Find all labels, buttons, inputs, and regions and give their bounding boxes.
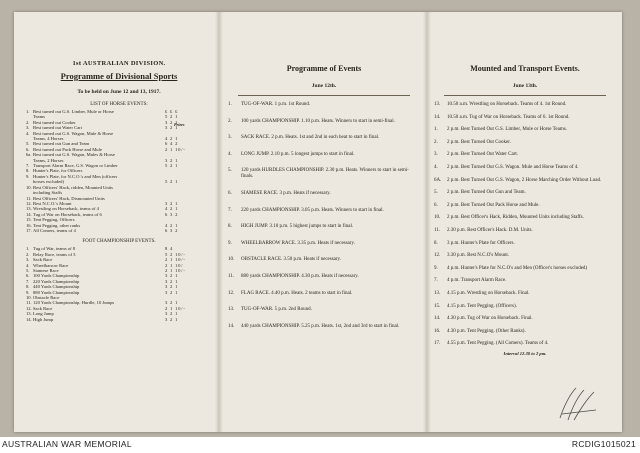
event-number: 6A. xyxy=(434,177,442,183)
event-text: Best turned out Pack Horse and Mule xyxy=(33,146,102,152)
divider xyxy=(238,95,410,96)
event-text: 4.55 p.m. Tent Pegging. (All Comers). Teams of 4. xyxy=(447,341,549,347)
event-prize: 4 2 1 xyxy=(165,222,179,228)
event-number: 17. xyxy=(434,341,441,347)
programme-of-events-title: Programme of Events xyxy=(286,64,362,73)
event-number: 13. xyxy=(434,102,441,107)
event-number: 3. xyxy=(26,125,30,131)
event-prize: 6 3 2 xyxy=(165,227,179,233)
event-text: 3.30 p.m. Best N.C.O's Mount. xyxy=(447,253,510,259)
event-number: 1. xyxy=(26,109,30,114)
event-text: LONG JUMP. 2.10 p.m. 5 longest jumps to start in final. xyxy=(241,151,355,157)
event-text: Teams, 4 Horses xyxy=(33,136,64,142)
event-number: 7. xyxy=(26,163,30,169)
event-number: 1. xyxy=(26,246,30,252)
event-text: horses excluded) xyxy=(33,179,64,185)
footer-id: RCDIG1015021 xyxy=(571,439,636,449)
event-text: 4 p.m. Hunter's Plate for N.C.O's and Men (Officer's horses excluded) xyxy=(447,265,588,271)
event-text: Best turned out G.S. Wagon, Mules & Horse xyxy=(33,152,115,158)
event-number: 8. xyxy=(228,224,232,230)
event-text: including Staffs xyxy=(33,190,63,196)
event-text: High Jump xyxy=(33,316,54,322)
event-prize: 3 2 1 xyxy=(165,316,179,322)
event-row xyxy=(228,119,420,125)
event-prize: 2 1 10/- xyxy=(165,146,186,152)
event-number: 3. xyxy=(228,135,232,141)
horse-events-heading: LIST OF HORSE EVENTS: xyxy=(90,102,148,107)
event-number: 4. xyxy=(26,262,30,268)
event-number: 9. xyxy=(434,265,438,271)
event-prize: 4 2 1 xyxy=(165,136,179,142)
event-text: Relay Race, teams of 3 xyxy=(33,251,76,257)
event-prize: 2 1 10/ xyxy=(165,262,184,268)
event-row xyxy=(228,274,420,280)
event-number: 6. xyxy=(26,273,30,279)
left-panel xyxy=(26,12,212,432)
event-number: 14. xyxy=(26,211,32,217)
prizes-label: Prizes xyxy=(174,122,185,127)
event-prize: 3 2 1 xyxy=(165,125,179,131)
signature-mark xyxy=(554,384,604,424)
event-prize: 6 4 2 xyxy=(165,141,179,147)
event-number: 2. xyxy=(228,118,232,124)
event-number: 11. xyxy=(434,227,441,233)
event-prize: 3 2 1 xyxy=(165,311,179,317)
event-text: Best turned out G.S. Wagon, Mule & Horse xyxy=(33,130,114,136)
divider xyxy=(444,95,606,96)
event-row xyxy=(228,291,420,297)
divisional-sports-title: Programme of Divisional Sports xyxy=(60,71,178,81)
event-prize: 5 2 1 xyxy=(165,163,179,169)
event-text: 2 p.m. Best Turned Out Cooker. xyxy=(447,139,511,145)
event-number: 9. xyxy=(26,289,30,295)
event-number: 15. xyxy=(434,303,441,309)
june-13-events-list xyxy=(434,102,616,347)
event-row xyxy=(434,127,616,133)
event-row xyxy=(228,152,420,158)
event-row xyxy=(434,203,616,209)
event-number: 4. xyxy=(228,151,232,157)
event-number: 14. xyxy=(434,316,441,322)
event-row xyxy=(434,140,616,146)
event-text: Tent Pegging, Officers xyxy=(33,217,75,223)
event-row xyxy=(434,316,616,322)
event-text: 120 yards HURDLES CHAMPIONSHIP. 2.30 p.m. Heats. Winners to start in semi-finals. xyxy=(241,168,409,180)
event-text: Best turned out Cooker xyxy=(33,119,76,125)
event-row xyxy=(228,102,420,108)
event-prize: 6 3 2 xyxy=(165,211,179,217)
event-prize: £ £ £ xyxy=(165,109,179,114)
event-row xyxy=(434,215,616,221)
event-text: Sack Race xyxy=(33,257,53,263)
mounted-transport-title: Mounted and Transport Events. xyxy=(470,64,580,73)
held-dates: To be held on June 12 and 13, 1917. xyxy=(77,89,161,95)
event-number: 10. xyxy=(26,184,32,190)
event-prize: 8 4 xyxy=(165,246,174,252)
event-text: 10.50 a.m. Tug of War on Horseback. Teams of 6. 1st Round. xyxy=(447,114,570,120)
event-text: Siamese Race xyxy=(33,267,59,273)
event-text: 220 yards CHAMPIONSHIP. 3.05 p.m. Heats. Winners to start in final. xyxy=(241,207,384,213)
date-june-13: June 13th. xyxy=(512,83,538,89)
event-number: 12. xyxy=(434,253,441,259)
event-row xyxy=(434,178,616,184)
event-text: 2.30 p.m. Best Officer's Hack. D.M. Units. xyxy=(447,227,533,233)
foot-events-heading: FOOT CHAMPIONSHIP EVENTS. xyxy=(82,239,156,245)
event-text: HIGH JUMP. 3.10 p.m. 5 highest jumps to start in final. xyxy=(241,224,354,230)
interval-note: Interval 12.30 to 2 pm. xyxy=(503,350,547,356)
fold-line-left xyxy=(215,12,223,432)
event-number: 4. xyxy=(434,164,438,170)
event-text: Transport Alarm Race, G.S. Wagon or Limber xyxy=(33,163,118,169)
event-row xyxy=(434,115,616,121)
event-number: 12. xyxy=(26,305,32,311)
event-prize: 3 2 1 xyxy=(165,284,179,290)
event-number: 3. xyxy=(26,257,30,263)
event-row xyxy=(228,135,420,141)
event-row xyxy=(228,168,420,180)
event-text: 100 yards CHAMPIONSHIP. 1.10 p.m. Heats. Winners to start in semi-final. xyxy=(241,118,395,124)
event-number: 13. xyxy=(26,311,32,317)
event-row xyxy=(228,307,420,313)
event-prize: 4 2 1 xyxy=(165,206,179,212)
event-number: 8. xyxy=(434,240,438,246)
event-number: 6a. xyxy=(26,152,32,158)
june-12-events-list xyxy=(228,102,420,330)
event-row xyxy=(434,291,616,297)
event-text: Hunter's Plate, for N.C.O.'s and Men (officers xyxy=(33,173,118,179)
event-text: 880 yards CHAMPIONSHIP. 4.30 p.m. Heats if necessary. xyxy=(241,273,359,279)
event-number: 13. xyxy=(26,206,32,212)
event-text: 2 p.m. Best Turned Out G.S. Limber, Mule or Horse Teams. xyxy=(447,127,567,133)
event-number: 15. xyxy=(26,217,32,223)
event-number: 17. xyxy=(26,227,32,233)
event-number: 7. xyxy=(434,278,438,284)
event-row xyxy=(434,304,616,310)
event-prize: 3 2 1 xyxy=(165,289,179,295)
event-text: All Comers, teams of 4 xyxy=(33,227,76,233)
event-text: 880 Yards Championship xyxy=(33,289,80,295)
event-row xyxy=(434,241,616,247)
event-text: 4.15 p.m. Wrestling on Horseback. Final. xyxy=(447,290,530,296)
event-number: 5. xyxy=(228,168,232,174)
event-prize: 2 1 10/- xyxy=(165,257,186,263)
event-text: Tug of War on Horseback, teams of 6 xyxy=(33,211,102,217)
date-june-12: June 12th. xyxy=(311,83,337,89)
event-row xyxy=(26,317,212,322)
event-text: 2 p.m. Best Turned Out Pack Horse and Mule. xyxy=(447,202,540,208)
event-text: Best Officers' Hack, ridden, Mounted Units xyxy=(33,184,113,190)
right-panel xyxy=(434,12,616,432)
event-row xyxy=(228,224,420,230)
event-text: Obstacle Race xyxy=(33,295,60,300)
event-row xyxy=(434,278,616,284)
event-number: 3. xyxy=(434,152,438,158)
event-row xyxy=(228,241,420,247)
event-number: 16. xyxy=(26,222,32,228)
event-prize: 3 2 1 xyxy=(165,300,179,306)
event-number: 8. xyxy=(26,284,30,290)
event-number: 7. xyxy=(228,207,232,213)
event-number: 10. xyxy=(434,215,441,221)
event-text: Best turned out G.S. Limber, Mule or Horse xyxy=(33,109,114,114)
event-number: 1. xyxy=(228,102,232,107)
event-number: 10. xyxy=(26,295,32,300)
event-number: 11. xyxy=(228,273,235,279)
event-number: 7. xyxy=(26,278,30,284)
event-text: Sack Race xyxy=(33,305,53,311)
event-text: 2 p.m. Best Officer's Hack, Ridden, Mounted Units including Staffs. xyxy=(447,215,584,221)
event-row xyxy=(228,191,420,197)
event-row xyxy=(228,208,420,214)
fold-line-right xyxy=(423,12,431,432)
event-row xyxy=(434,165,616,171)
foot-events-list xyxy=(26,246,212,322)
event-text: Best turned out Gun and Team xyxy=(33,141,90,147)
event-number: 12. xyxy=(26,200,32,206)
event-row xyxy=(228,324,420,330)
event-prize: 3 2 1 xyxy=(165,157,179,163)
event-number: 5. xyxy=(434,190,438,196)
event-text: WHEELBARROW RACE. 3.35 p.m. Heats if necessary. xyxy=(241,240,355,246)
event-prize: 3 2 1 xyxy=(165,200,179,206)
event-number: 1. xyxy=(434,127,438,133)
event-text: Teams xyxy=(33,114,45,120)
event-number: 5. xyxy=(26,141,30,147)
event-prize: 3 2 1 xyxy=(165,273,179,279)
event-number: 6. xyxy=(26,146,30,152)
event-number: 16. xyxy=(434,328,441,334)
event-text: 2 p.m. Best Turned Out Water Cart. xyxy=(447,152,519,158)
programme-sheet xyxy=(14,12,622,432)
event-text: 4.30 p.m. Tug of War on Horseback. Final. xyxy=(447,316,533,322)
event-row xyxy=(434,190,616,196)
horse-events-list xyxy=(26,109,212,233)
event-number: 13. xyxy=(228,307,235,313)
event-number: 5. xyxy=(26,267,30,273)
event-text: OBSTACLE RACE. 3.50 p.m. Heats if necessary. xyxy=(241,257,341,263)
middle-panel xyxy=(228,12,420,432)
event-text: 4.15 p.m. Tent Pegging. (Officers). xyxy=(447,303,517,309)
event-number: 2. xyxy=(26,251,30,257)
event-number: 9. xyxy=(228,240,232,246)
event-prize: 3 2 1 xyxy=(165,278,179,284)
event-text: 440 Yards Championship xyxy=(33,284,80,290)
event-text: 4 p.m. Transport Alarm Race. xyxy=(447,278,507,284)
event-text: 10.50 a.m. Wrestling on Horseback. Teams of 4. 1st Round. xyxy=(447,102,567,107)
event-row xyxy=(434,152,616,158)
event-number: 2. xyxy=(434,139,438,145)
event-text: 2 p.m. Best Turned Out G.S. Wagon, 2 Horse Marching Order Without Load. xyxy=(447,177,602,183)
event-text: 220 Yards Championship xyxy=(33,278,80,284)
event-number: 8. xyxy=(26,168,30,174)
event-text: FLAG RACE. 4.40 p.m. Heats. 2 teams to start in final. xyxy=(241,290,353,296)
event-text: TUG-OF-WAR. 1 p.m. 1st Round. xyxy=(241,102,311,107)
division-heading: 1st AUSTRALIAN DIVISION. xyxy=(72,60,166,67)
event-number: 11. xyxy=(26,195,32,201)
event-text: 2 p.m. Best Turned Out G.S. Wagon. Mule and Horse Teams of 4. xyxy=(447,164,579,170)
event-text: 100 Yards Championship xyxy=(33,273,80,279)
event-text: SACK RACE. 2 p.m. Heats. 1st and 2nd in each heat to start in final. xyxy=(241,135,380,141)
event-number: 14. xyxy=(228,323,235,329)
event-text: SIAMESE RACE. 3 p.m. Heats if necessary. xyxy=(241,190,331,196)
event-number: 9. xyxy=(26,173,30,179)
footer-source: AUSTRALIAN WAR MEMORIAL xyxy=(2,439,132,449)
event-prize: 2 1 10/- xyxy=(165,267,186,273)
event-row xyxy=(434,266,616,272)
event-row xyxy=(434,102,616,108)
event-text: TUG-OF-WAR. 5 p.m. 2nd Round. xyxy=(241,307,312,313)
event-row xyxy=(26,228,212,233)
event-text: Tug of War, teams of 8 xyxy=(33,246,76,252)
event-text: Teams, 2 Horses xyxy=(33,157,64,163)
event-text: Long Jump xyxy=(33,311,54,317)
event-number: 6. xyxy=(434,202,438,208)
event-prize: 5 2 1 xyxy=(165,114,179,120)
event-number: 6. xyxy=(228,190,232,196)
event-number: 4. xyxy=(26,130,30,136)
event-number: 14. xyxy=(434,114,441,120)
event-text: 3 p.m. Hunter's Plate for Officers. xyxy=(447,240,515,246)
event-prize: 3 2 1 xyxy=(165,119,179,125)
event-number: 2. xyxy=(26,119,30,125)
event-text: Best Officers' Hack, Dismounted Units xyxy=(33,195,105,201)
event-text: 2 p.m. Best Turned Out Gun and Team. xyxy=(447,190,526,196)
event-text: Best N.C.O.'s Mount xyxy=(33,200,72,206)
event-text: Wrestling on Horseback, teams of 4 xyxy=(33,206,99,212)
event-text: Best turned out Water Cart xyxy=(33,125,83,131)
event-text: 440 yards CHAMPIONSHIP. 5.25 p.m. Heats. 1st, 2nd and 3rd to start in final. xyxy=(241,323,400,329)
event-row xyxy=(434,253,616,259)
event-number: 12. xyxy=(228,290,235,296)
event-prize: 5 2 1 xyxy=(165,179,179,185)
event-number: 11. xyxy=(26,300,32,306)
event-row xyxy=(434,228,616,234)
event-prize: 2 1 10/- xyxy=(165,305,186,311)
event-text: Tent Pegging, other ranks xyxy=(33,222,81,228)
event-number: 13. xyxy=(434,290,441,296)
event-text: 120 Yards Championship, Hurdle, 10 Jumps xyxy=(33,300,115,306)
event-prize: 5 2 10/- xyxy=(165,251,186,257)
event-row xyxy=(434,341,616,347)
event-text: Hunter's Plate, for Officers xyxy=(33,168,83,174)
event-number: 10. xyxy=(228,257,235,263)
event-number: 14. xyxy=(26,316,32,322)
event-text: Wheelbarrow Race xyxy=(33,262,69,268)
event-text: 4.30 p.m. Tent Pegging. (Other Ranks). xyxy=(447,328,526,334)
event-row xyxy=(228,257,420,263)
event-row xyxy=(434,329,616,335)
